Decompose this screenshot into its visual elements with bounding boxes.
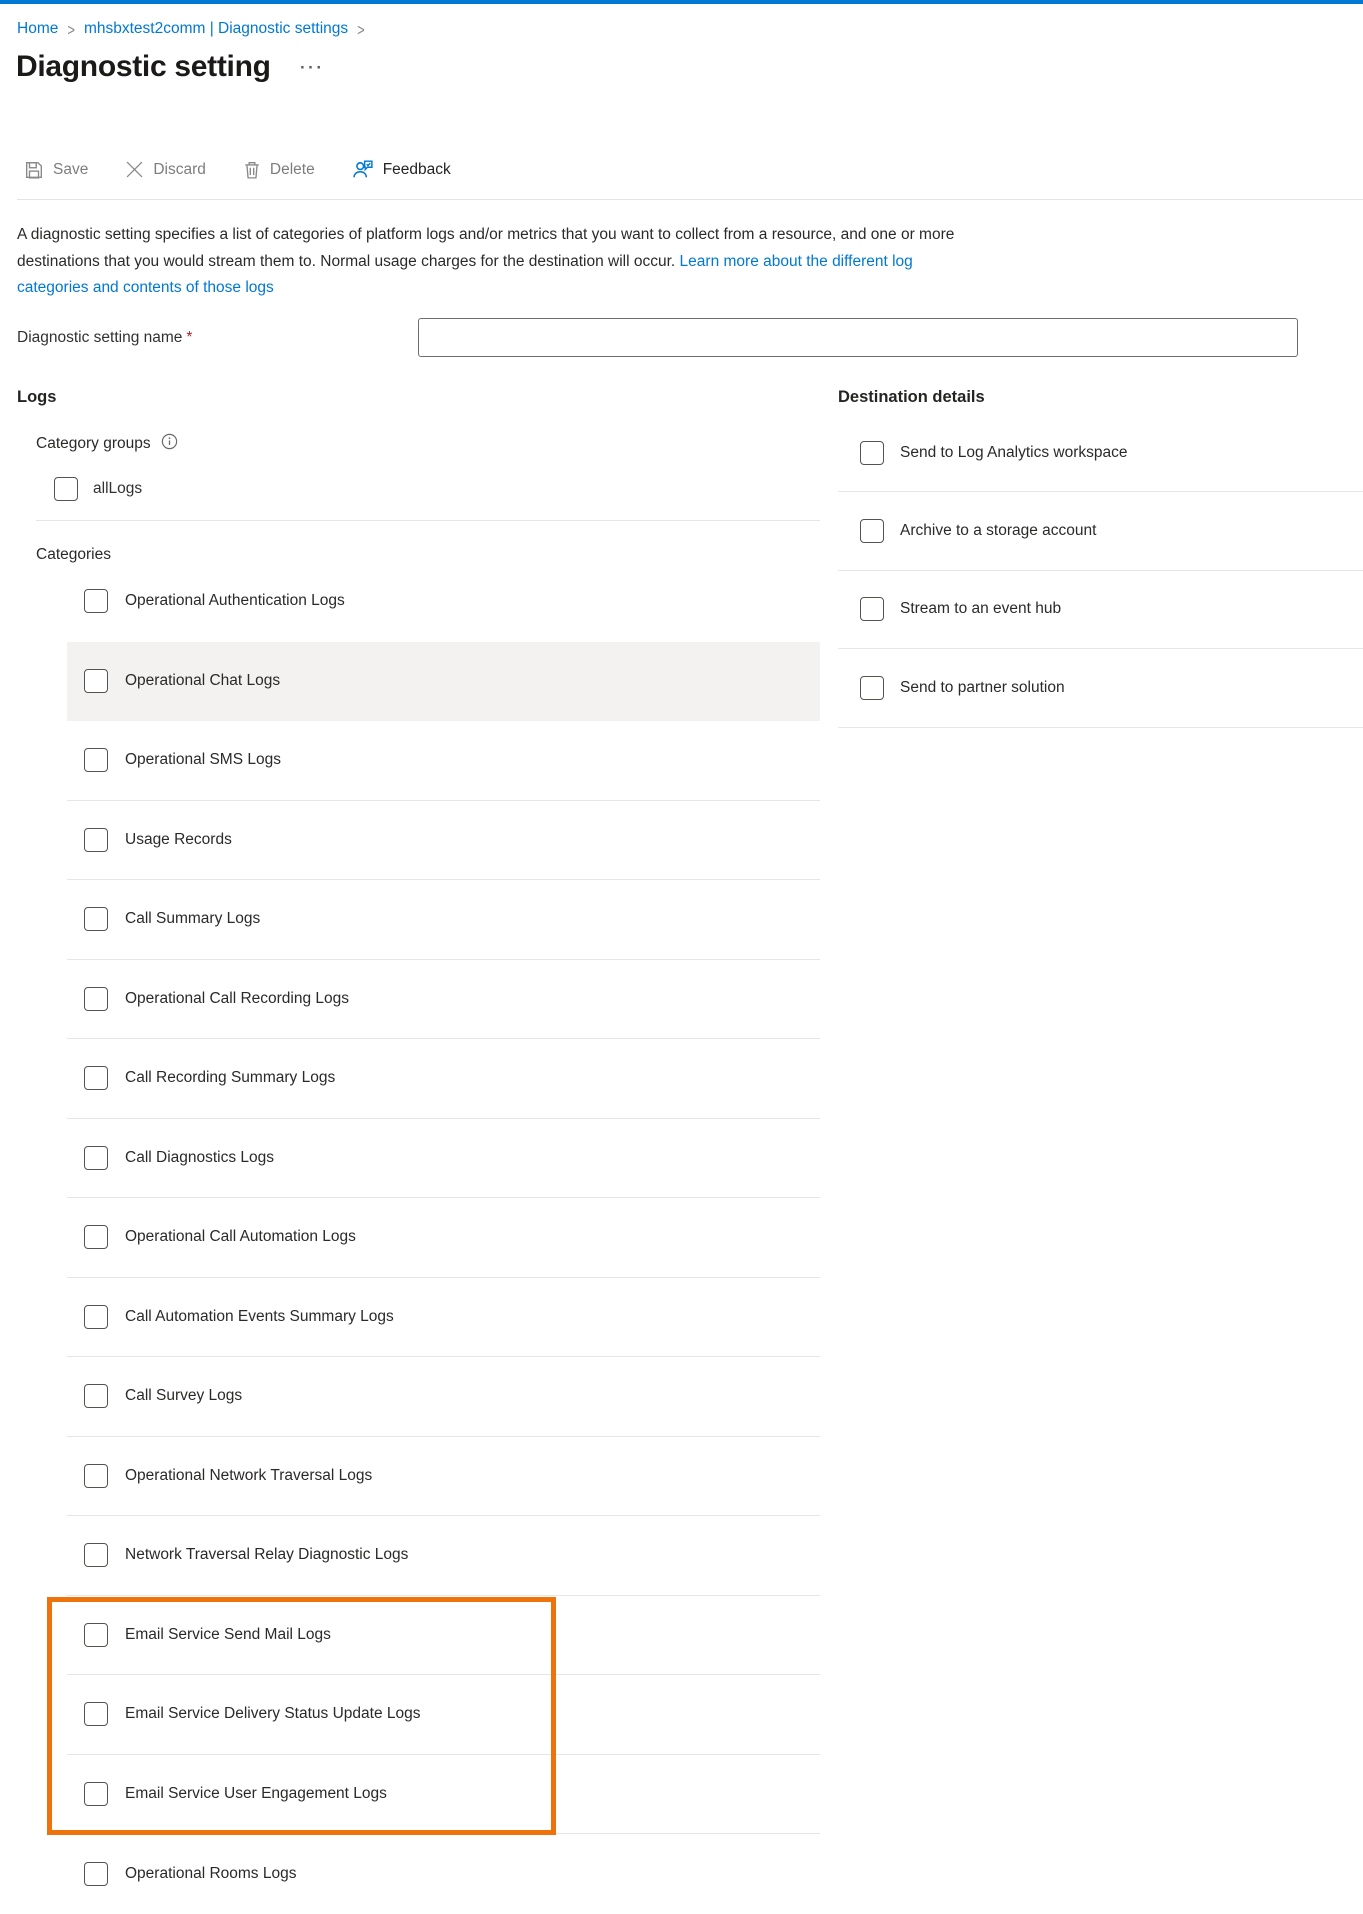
category-checkbox[interactable] <box>84 1305 108 1329</box>
info-icon[interactable] <box>161 433 178 455</box>
top-accent-bar <box>0 0 1363 4</box>
category-checkbox[interactable] <box>84 589 108 613</box>
destination-checkbox[interactable] <box>860 519 884 543</box>
category-label: Operational Rooms Logs <box>125 1864 297 1882</box>
category-row <box>67 1596 820 1676</box>
category-row <box>67 562 820 642</box>
diagnostic-setting-name-label <box>17 329 192 347</box>
category-row <box>67 960 820 1040</box>
category-label: Email Service Send Mail Logs <box>125 1625 331 1643</box>
destination-checkbox[interactable] <box>860 441 884 465</box>
category-label: Network Traversal Relay Diagnostic Logs <box>125 1546 409 1564</box>
categories-list <box>67 562 820 1914</box>
destination-label: Stream to an event hub <box>900 600 1062 618</box>
category-groups-divider <box>36 520 820 521</box>
category-label: Email Service User Engagement Logs <box>125 1784 387 1802</box>
logs-section-header: Logs <box>17 388 57 406</box>
category-checkbox[interactable] <box>84 1464 108 1488</box>
destination-label: Send to Log Analytics workspace <box>900 443 1128 461</box>
category-row <box>67 1278 820 1358</box>
breadcrumb-resource-link[interactable]: mhsbxtest2comm | Diagnostic settings <box>83 20 349 37</box>
category-label: Call Recording Summary Logs <box>125 1069 336 1087</box>
category-checkbox[interactable] <box>84 1862 108 1886</box>
destination-options-list <box>838 414 1363 728</box>
toolbar-divider <box>17 199 1363 200</box>
category-row <box>67 1357 820 1437</box>
category-checkbox[interactable] <box>84 1623 108 1647</box>
destination-checkbox[interactable] <box>860 597 884 621</box>
breadcrumb-separator: > <box>357 20 365 39</box>
alllogs-label: allLogs <box>93 480 143 497</box>
save-button[interactable] <box>25 161 88 179</box>
category-checkbox[interactable] <box>84 1782 108 1806</box>
destination-label: Archive to a storage account <box>900 522 1097 540</box>
discard-button[interactable] <box>126 161 206 179</box>
category-label: Operational Network Traversal Logs <box>125 1466 373 1484</box>
category-row <box>67 1675 820 1755</box>
description-text: A diagnostic setting specifies a list of categories of platform logs and/or metrics that you want to collect from a resource, and one or more destinations that you would stream them to. Normal usage charges for the destination will occur. <box>17 226 955 270</box>
category-checkbox[interactable] <box>84 1384 108 1408</box>
destination-checkbox[interactable] <box>860 676 884 700</box>
category-groups-text: Category groups <box>36 435 151 452</box>
discard-label: Discard <box>153 160 206 178</box>
overflow-menu-button[interactable]: ··· <box>300 58 325 77</box>
category-label: Call Summary Logs <box>125 910 261 928</box>
category-row <box>67 1755 820 1835</box>
category-row <box>67 1119 820 1199</box>
learn-more-link[interactable]: Learn more about the different log categories and contents of those logs <box>17 252 913 296</box>
category-checkbox[interactable] <box>84 1146 108 1170</box>
category-row <box>67 801 820 881</box>
required-asterisk: * <box>186 329 193 346</box>
save-label: Save <box>53 160 89 178</box>
name-label-text: Diagnostic setting name <box>17 329 183 346</box>
destination-row <box>838 492 1363 570</box>
diagnostic-setting-name-input[interactable] <box>418 318 1298 357</box>
feedback-button[interactable] <box>353 160 451 179</box>
category-groups-label <box>36 433 178 455</box>
category-row <box>67 1516 820 1596</box>
command-bar <box>25 160 451 179</box>
category-checkbox[interactable] <box>84 748 108 772</box>
category-checkbox[interactable] <box>84 1066 108 1090</box>
category-checkbox[interactable] <box>84 828 108 852</box>
category-checkbox[interactable] <box>84 1543 108 1567</box>
category-label: Usage Records <box>125 830 232 848</box>
destination-label: Send to partner solution <box>900 678 1065 696</box>
category-label: Call Diagnostics Logs <box>125 1148 275 1166</box>
category-checkbox[interactable] <box>84 907 108 931</box>
breadcrumb-home-link[interactable]: Home <box>17 20 59 37</box>
categories-label: Categories <box>36 546 111 563</box>
category-row <box>67 1198 820 1278</box>
delete-label: Delete <box>269 160 315 178</box>
breadcrumb <box>17 20 365 38</box>
category-checkbox[interactable] <box>84 669 108 693</box>
category-row <box>67 721 820 801</box>
destination-details-header: Destination details <box>838 388 985 406</box>
category-row <box>67 1039 820 1119</box>
category-label: Operational Authentication Logs <box>125 592 345 610</box>
category-label: Call Survey Logs <box>125 1387 243 1405</box>
destination-row <box>838 414 1363 492</box>
category-checkbox[interactable] <box>84 1225 108 1249</box>
page-description <box>17 222 969 302</box>
category-row <box>67 1834 820 1914</box>
category-row <box>67 642 820 722</box>
breadcrumb-separator: > <box>67 20 75 39</box>
category-checkbox[interactable] <box>84 987 108 1011</box>
category-row <box>67 880 820 960</box>
destination-row <box>838 571 1363 649</box>
category-label: Operational Call Recording Logs <box>125 989 350 1007</box>
category-label: Operational Chat Logs <box>125 671 281 689</box>
discard-x-icon <box>126 161 143 178</box>
page-title: Diagnostic setting <box>16 50 271 83</box>
trash-icon <box>244 161 260 179</box>
category-label: Operational Call Automation Logs <box>125 1228 356 1246</box>
category-checkbox[interactable] <box>84 1702 108 1726</box>
category-label: Email Service Delivery Status Update Logs <box>125 1705 421 1723</box>
alllogs-checkbox[interactable] <box>54 477 78 501</box>
alllogs-row <box>54 477 142 501</box>
feedback-label: Feedback <box>382 160 451 178</box>
feedback-icon <box>353 160 373 179</box>
category-label: Operational SMS Logs <box>125 751 281 769</box>
delete-button[interactable] <box>244 161 315 179</box>
category-row <box>67 1437 820 1517</box>
save-icon <box>25 161 43 179</box>
category-label: Call Automation Events Summary Logs <box>125 1307 394 1325</box>
destination-row <box>838 649 1363 727</box>
